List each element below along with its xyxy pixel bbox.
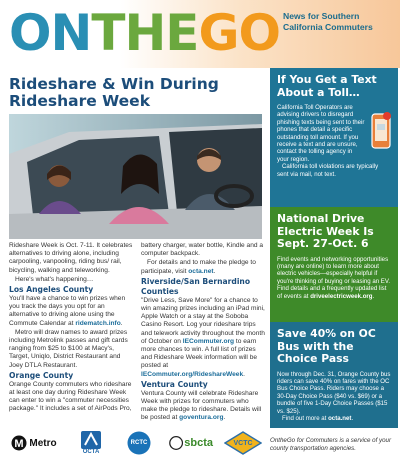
goventura-link[interactable]: goventura.org — [179, 414, 224, 422]
oc-bus-paragraph-1: Now through Dec. 31, Orange County bus riders can save 40% on fares with the OC Bus Choice Pass. Riders may choose a 30-Day Choice Pass ($40 vs. $69) or a bundle of five 1-Day Choice Passes ($15 vs. $25). — [277, 370, 391, 415]
rctc-logo — [124, 428, 154, 458]
riverside-sb-heading: Riverside/San Bernardino Counties — [141, 276, 251, 296]
on-the-go-logo — [9, 6, 280, 60]
logo-the: THE — [91, 4, 199, 62]
la-text: You'll have a chance to win prizes when you track the days you opt for an alternative to driving alone using the Commute Calendar at — [9, 295, 126, 327]
toll-text-sidebar — [270, 68, 398, 207]
rsb-text-2: to earn more chances to win. A full list of prizes and Rideshare Week information will be posted at — [141, 337, 258, 370]
intro-lead: Here's what's happening… — [15, 275, 94, 283]
agency-logos — [9, 428, 264, 460]
article-column-1 — [9, 242, 134, 415]
vctc-logo — [223, 428, 263, 458]
oc-paragraph-1: Orange County commuters who rideshare at least one day during Rideshare Week can enter to win a "commuter necessities package." It includes a set of AirPods Pro, — [9, 380, 132, 413]
oc-paragraph-2: battery charger, water bottle, Kindle and a computer backpack. — [141, 242, 264, 258]
svg-text:M: M — [14, 438, 24, 450]
vctc-logo-text: VCTC — [233, 439, 253, 447]
octa-logo-text: OCTA — [82, 449, 100, 455]
main-headline: Rideshare & Win During Rideshare Week — [9, 75, 219, 110]
ventura-county-heading: Ventura County — [141, 379, 208, 389]
sbcta-logo-text: sbcta — [184, 437, 213, 449]
vc-paragraph — [141, 390, 266, 423]
iecommuter-rideshare-link[interactable]: IECommuter.org/RideshareWeek — [141, 370, 244, 378]
ev-title: National Drive Electric Week Is Sept. 27-Oct. 6 — [277, 212, 374, 250]
oc-paragraph-3 — [141, 259, 266, 275]
orange-county-heading: Orange County — [9, 370, 74, 380]
article-column-2 — [141, 242, 266, 424]
rctc-logo-text: RCTC — [130, 440, 148, 446]
rsb-text-end: . — [243, 370, 245, 378]
oc-text: For details and to make the pledge to participate, visit — [141, 259, 256, 275]
iecommuter-link[interactable]: IECommuter.org — [182, 337, 235, 345]
logo-on: ON — [9, 4, 92, 62]
oc-bus-text-end: . — [351, 414, 354, 422]
la-text-end: . — [120, 319, 123, 327]
octa-logo — [77, 428, 105, 458]
oc-bus-octa-link[interactable]: octa.net — [328, 414, 352, 422]
sbcta-emblem-icon — [169, 434, 183, 452]
la-county-heading: Los Angeles County — [9, 285, 94, 295]
la-paragraph-2: Metro will draw names to award prizes including Metrolink passes and gift cards ranging from $25 to $100 at Macy's, Target, Uniqlo, District Restaurant and Joey DTLA Restaurant. — [9, 328, 128, 369]
rsb-paragraph — [141, 297, 266, 379]
la-paragraph-1 — [9, 295, 134, 328]
logo-go: GO — [198, 4, 281, 62]
oc-text-end: . — [213, 267, 216, 275]
driveelectricweek-link[interactable]: driveelectricweek.org — [310, 292, 373, 300]
vc-text: Ventura County will celebrate Rideshare Week with prizes for commuters who make the pledge to rideshare. Details will be posted at — [141, 389, 262, 422]
oc-bus-sidebar — [270, 322, 398, 428]
toll-paragraph-1: California Toll Operators are advising drivers to disregard phishing texts being sent to their phones that detail a specific outstanding toll amount. If you receive a text and are unsure, contact the tolling agency in your region. — [277, 104, 365, 163]
tagline: News for Southern California Commuters — [283, 11, 373, 32]
drive-electric-sidebar — [270, 207, 398, 322]
octa-emblem-icon — [81, 431, 101, 449]
commuters-car-photo — [9, 114, 262, 239]
toll-title: If You Get a Text About a Toll… — [277, 73, 377, 99]
footer-note: OntheGo for Commuters is a service of your county transportation agencies. — [270, 437, 392, 452]
intro-paragraph: Rideshare Week is Oct. 7-11. It celebrates alternatives to driving alone, including carpooling, vanpooling, riding bus/ rail, bicycling, walking and teleworking. — [9, 242, 133, 274]
sbcta-logo — [169, 428, 213, 458]
ridematch-link[interactable]: ridematch.info — [75, 319, 121, 327]
metro-logo — [9, 428, 59, 458]
rsb-text: "Drive Less, Save More" for a chance to win amazing prizes including an iPad mini, Apple Watch or a stay at the Soboba Casino Resort. Log your rideshare trips and telework activity throughout the month of October on — [141, 296, 265, 345]
phone-alert-icon — [368, 110, 394, 154]
masthead — [0, 0, 400, 68]
metro-logo-text: Metro — [29, 437, 57, 449]
ev-text: Find events and networking opportunities (many are online) to learn more about electric vehicles—especially helpful if you're thinking of buying or leasing an EV. Find details and a frequently updated list of events at — [277, 255, 391, 300]
oc-bus-paragraph-2 — [277, 415, 391, 422]
toll-paragraph-2: California toll violations are typically sent via mail, not text. — [277, 163, 379, 178]
ev-text-end: . — [372, 292, 375, 300]
ev-paragraph — [277, 256, 391, 300]
oc-bus-title: Save 40% on OC Bus with the Choice Pass — [277, 327, 376, 365]
octa-link[interactable]: octa.net — [188, 267, 214, 275]
vc-text-end: . — [223, 414, 226, 422]
oc-bus-text: Find out more at — [282, 414, 329, 422]
